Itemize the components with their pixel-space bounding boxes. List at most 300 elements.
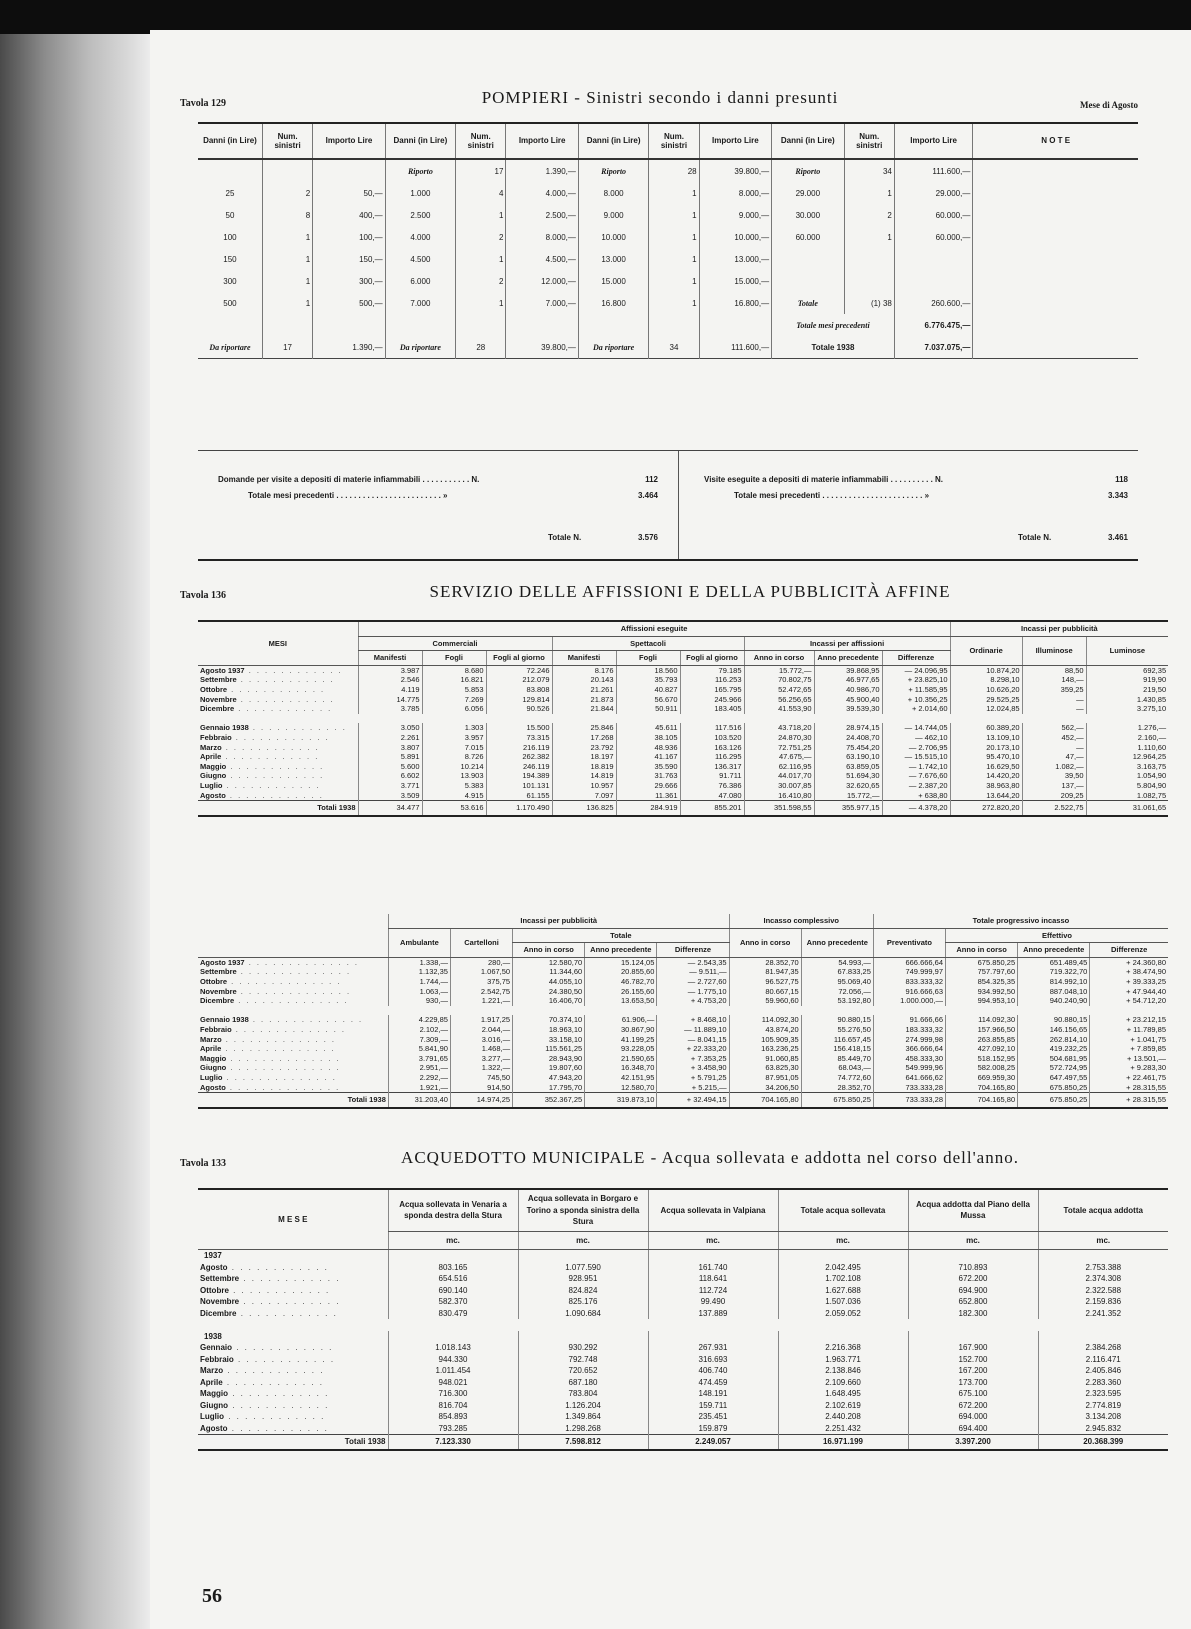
t129-cell: 29.000,— — [894, 182, 973, 204]
t136b-cell: 375,75 — [450, 977, 512, 987]
t133-row — [198, 1354, 1168, 1366]
t133-cell: 2.440.208 — [778, 1411, 908, 1423]
t136a-cell: 692,35 — [1086, 665, 1168, 675]
t133-blank — [1038, 1250, 1168, 1262]
t136-col-header: Fogli al giorno — [680, 651, 744, 666]
t133-total-row — [198, 1435, 1168, 1451]
t136a-cell: 15.500 — [486, 723, 552, 733]
t136b-inccompl-header: Incasso complessivo — [729, 914, 873, 928]
t136b-cell: 641.666,62 — [873, 1073, 945, 1083]
t129-riportare-label: Da riportare — [209, 342, 251, 352]
t133-cell: 824.824 — [518, 1285, 648, 1297]
t136-spett-header: Spettacoli — [552, 636, 744, 651]
t136b-col-header: Anno precedente — [585, 943, 657, 958]
t136a-cell: 13.903 — [422, 771, 486, 781]
t129-cell: 1.390,— — [506, 159, 578, 182]
t136b-month — [198, 996, 388, 1006]
t129-riportare-imp: 111.600,— — [699, 336, 771, 359]
t136b-col-header: Anno in corso — [513, 943, 585, 958]
t136a-month — [198, 695, 358, 705]
t136b-cell: + 1.041,75 — [1090, 1035, 1168, 1045]
t136b-month — [198, 1025, 388, 1035]
t129-row — [198, 182, 1138, 204]
visite-v1: 118 — [1115, 475, 1128, 484]
t136b-cell: 669.959,30 — [946, 1073, 1018, 1083]
t129-blank — [649, 314, 699, 336]
t129-note-header: N O T E — [973, 123, 1138, 159]
t133-cell: 654.516 — [388, 1273, 518, 1285]
t136a-total-cell: — 4.378,20 — [882, 801, 950, 817]
t136a-cell: 4.915 — [422, 791, 486, 801]
t136a-cell: 1.082,— — [1022, 762, 1086, 772]
t136b-cell: 1.468,— — [450, 1044, 512, 1054]
t136a-cell: + 10.356,25 — [882, 695, 950, 705]
t136-mesi-header: MESI — [198, 621, 358, 665]
t136b-cell: 427.092,10 — [946, 1044, 1018, 1054]
t133-blank — [1038, 1331, 1168, 1343]
t133-month — [198, 1342, 388, 1354]
t136b-cell: + 4.753,20 — [657, 996, 729, 1006]
t133-leader-dots: . . . . . . . . . . . . — [222, 1377, 325, 1387]
t136b-cell: 675.850,25 — [1018, 1083, 1090, 1093]
t129-cell — [772, 270, 844, 292]
t133-cell: 182.300 — [908, 1308, 1038, 1320]
t129-totale-label: Totale 1938 — [772, 336, 895, 359]
t136a-month-label: Dicembre — [200, 704, 235, 714]
t136a-total-cell: 351.598,55 — [744, 801, 814, 817]
t136b-month-label: Agosto 1937 — [200, 957, 245, 967]
t136a-row — [198, 762, 1168, 772]
domande-right — [688, 451, 1138, 559]
t129-riportare-imp: 39.800,— — [506, 336, 578, 359]
t136b-row — [198, 1054, 1168, 1064]
t136a-cell: 18.819 — [552, 762, 616, 772]
t129-col-header: Importo Lire — [506, 123, 578, 159]
t136a-cell: 90.526 — [486, 704, 552, 714]
t136b-col-header: Differenze — [1090, 943, 1168, 958]
t136a-cell: — — [1022, 743, 1086, 753]
t136b-col-header: Anno precedente — [1018, 943, 1090, 958]
t136b-gap — [198, 1006, 1168, 1016]
t129-col-header: Importo Lire — [313, 123, 385, 159]
t136b-leader-dots: . . . . . . . . . . . . . . — [226, 1053, 341, 1063]
t129-cell: 4 — [456, 182, 506, 204]
domande-tot-label: Totale N. — [548, 533, 582, 542]
t136-col-header: Differenze — [882, 651, 950, 666]
t136b-total-cell: 704.165,80 — [946, 1093, 1018, 1109]
t129-cell: 2.500 — [385, 204, 455, 226]
t136a-cell: + 638,80 — [882, 791, 950, 801]
t129-note-cell — [973, 159, 1138, 182]
t136b-cell: 157.966,50 — [946, 1025, 1018, 1035]
t136b-cell: — 11.889,10 — [657, 1025, 729, 1035]
t136b-cell: 24.380,50 — [513, 987, 585, 997]
t129-col-header: Danni (in Lire) — [772, 123, 844, 159]
t136a-cell: 116.253 — [680, 675, 744, 685]
t129-cell: 15.000 — [578, 270, 648, 292]
t136a-cell: 30.007,85 — [744, 781, 814, 791]
t136b-cell: 1.338,— — [388, 957, 450, 967]
t136a-leader-dots: . . . . . . . . . . . . — [231, 732, 330, 742]
t133-month — [198, 1411, 388, 1423]
t136b-cell: 17.795,70 — [513, 1083, 585, 1093]
t133-cell: 406.740 — [648, 1365, 778, 1377]
t136b-leader-dots: . . . . . . . . . . . . . . — [226, 1063, 341, 1073]
t136a-cell: 12.964,25 — [1086, 752, 1168, 762]
t136b-cell: 21.590,65 — [585, 1054, 657, 1064]
t136b-total-cell: + 28.315,55 — [1090, 1093, 1168, 1109]
t136a-leader-dots: . . . . . . . . . . . . — [236, 694, 335, 704]
t136b-cell: + 22.333,20 — [657, 1044, 729, 1054]
t129-header-row — [198, 123, 1138, 159]
t136b-cell: 4.229,85 — [388, 1015, 450, 1025]
t129-cell: Riporto — [772, 159, 844, 182]
t136b-cell: + 22.461,75 — [1090, 1073, 1168, 1083]
t133-cell: 2.251.432 — [778, 1423, 908, 1435]
t129-row — [198, 248, 1138, 270]
t133-cell: 825.176 — [518, 1296, 648, 1308]
t136a-month — [198, 762, 358, 772]
t129-cell: 50 — [225, 210, 235, 220]
t133-month-label: Agosto — [200, 1262, 228, 1272]
t136a-cell: 28.974,15 — [814, 723, 882, 733]
t133-leader-dots: . . . . . . . . . . . . — [228, 1400, 330, 1410]
t133-cell: 118.641 — [648, 1273, 778, 1285]
t136a-cell: 262.382 — [486, 752, 552, 762]
t136-table-affissioni — [198, 620, 1168, 817]
t129-cell: Riporto — [578, 159, 648, 182]
t136b-row — [198, 1083, 1168, 1093]
t129-cell: 60.000 — [772, 226, 844, 248]
t136a-head-row — [198, 621, 1168, 636]
t136b-total-cell: 31.203,40 — [388, 1093, 450, 1109]
t136a-month — [198, 743, 358, 753]
t133-cell: 1.018.143 — [388, 1342, 518, 1354]
t136b-row — [198, 977, 1168, 987]
t136b-cell: 504.681,95 — [1018, 1054, 1090, 1064]
t136b-month-label: Maggio — [200, 1053, 227, 1063]
t136a-month-label: Giugno — [200, 771, 227, 781]
t133-cell: 474.459 — [648, 1377, 778, 1389]
t136a-cell: — 2.706,95 — [882, 743, 950, 753]
t136a-cell: 21.873 — [552, 695, 616, 705]
t129-cell: 8.000 — [578, 182, 648, 204]
t136-tavola-label: Tavola 136 — [180, 590, 227, 601]
t136a-cell: — 462,10 — [882, 733, 950, 743]
t136a-cell: 25.846 — [552, 723, 616, 733]
t129-blank — [578, 314, 648, 336]
t129-note-cell — [973, 182, 1138, 204]
t136a-total-cell: 284.919 — [616, 801, 680, 817]
t129-prec-row — [198, 314, 1138, 336]
t133-leader-dots: . . . . . . . . . . . . — [227, 1262, 329, 1272]
t136b-cell: 28.352,70 — [801, 1083, 873, 1093]
t133-cell: 694.400 — [908, 1423, 1038, 1435]
t136-aff-header: Affissioni eseguite — [358, 621, 950, 636]
t136-col-header: Illuminose — [1022, 636, 1086, 665]
t133-blank — [778, 1250, 908, 1262]
t136a-total-cell: 355.977,15 — [814, 801, 882, 817]
t136b-leader-dots: . . . . . . . . . . . . . . — [231, 1024, 347, 1034]
t136b-cell: 458.333,30 — [873, 1054, 945, 1064]
t129-cell: 1 — [649, 182, 699, 204]
t136b-month-label: Dicembre — [200, 996, 235, 1006]
t133-row — [198, 1296, 1168, 1308]
t136a-cell: 14.420,20 — [950, 771, 1022, 781]
t136a-cell: 29.525,25 — [950, 695, 1022, 705]
t133-month-label: Novembre — [200, 1297, 240, 1306]
domande-v2: 3.464 — [637, 491, 658, 500]
t136a-cell: 70.802,75 — [744, 675, 814, 685]
t133-cell: 1.126.204 — [518, 1400, 648, 1412]
visite-line2: Totale mesi precedenti . . . . . . . . . . . . . . . . . . . . . . . » — [734, 491, 930, 500]
t129-cell: 500,— — [313, 292, 385, 314]
t133-gap — [198, 1319, 1168, 1331]
t133-row — [198, 1388, 1168, 1400]
t136a-cell: 15.772,— — [814, 791, 882, 801]
t136a-row — [198, 685, 1168, 695]
t136a-cell: 3.275,10 — [1086, 704, 1168, 714]
t129-cell: 150,— — [313, 248, 385, 270]
t136b-cell: 1.132,35 — [388, 967, 450, 977]
t136b-col-header: Differenze — [657, 943, 729, 958]
t133-row — [198, 1423, 1168, 1435]
t129-cell: 1 — [649, 204, 699, 226]
t136a-cell: 3.785 — [358, 704, 422, 714]
t136a-cell: 14.819 — [552, 771, 616, 781]
t136a-cell: 3.957 — [422, 733, 486, 743]
t133-unit: mc. — [518, 1231, 648, 1250]
t136b-cell: 704.165,80 — [946, 1083, 1018, 1093]
t129-cell: Totale — [772, 292, 844, 314]
t136b-month-label: Gennaio 1938 — [200, 1015, 249, 1025]
t129-blank — [198, 314, 262, 336]
t136a-cell: 1.430,85 — [1086, 695, 1168, 705]
t129-cell: 260.600,— — [894, 292, 973, 314]
t136a-cell: 148,— — [1022, 675, 1086, 685]
t136b-total-row — [198, 1093, 1168, 1109]
t133-total-cell: 7.598.812 — [518, 1435, 648, 1451]
t136a-cell: 21.844 — [552, 704, 616, 714]
t136a-total-cell: 34.477 — [358, 801, 422, 817]
t136a-cell: 56.256,65 — [744, 695, 814, 705]
t129-cell: 4.000,— — [506, 182, 578, 204]
t129-cell: 1 — [844, 182, 894, 204]
t136a-cell: 3.050 — [358, 723, 422, 733]
t133-cell: 672.200 — [908, 1273, 1038, 1285]
t133-cell: 1.011.454 — [388, 1365, 518, 1377]
t136a-month-label: Maggio — [200, 761, 227, 771]
t129-cell — [894, 270, 973, 292]
t136b-cell: 16.406,70 — [513, 996, 585, 1006]
t133-row — [198, 1342, 1168, 1354]
t133-leader-dots: . . . . . . . . . . . . — [224, 1412, 326, 1421]
t136b-cell: 419.232,25 — [1018, 1044, 1090, 1054]
t136a-cell: 3.163,75 — [1086, 762, 1168, 772]
t136b-leader-dots: . . . . . . . . . . . . . . — [225, 1082, 341, 1092]
t133-row — [198, 1377, 1168, 1389]
t136b-cell: 146.156,65 — [1018, 1025, 1090, 1035]
t136b-cell: 263.855,85 — [946, 1035, 1018, 1045]
t136a-cell: 562,— — [1022, 723, 1086, 733]
t136b-cell: 572.724,95 — [1018, 1063, 1090, 1073]
t136a-cell: + 23.825,10 — [882, 675, 950, 685]
t133-cell: 1.648.495 — [778, 1388, 908, 1400]
t133-row — [198, 1273, 1168, 1285]
t136a-row — [198, 723, 1168, 733]
t136b-month — [198, 987, 388, 997]
t129-blank — [313, 314, 385, 336]
t133-cell: 3.134.208 — [1038, 1411, 1168, 1423]
t136a-cell: 41.167 — [616, 752, 680, 762]
t136b-month-label: Ottobre — [200, 976, 228, 986]
t133-month — [198, 1308, 388, 1320]
t136a-month-label: Agosto 1937 — [200, 665, 245, 675]
t136a-cell: 12.024,85 — [950, 704, 1022, 714]
t133-row — [198, 1411, 1168, 1423]
t136a-month — [198, 771, 358, 781]
t136b-col-header: Anno precedente — [801, 928, 873, 957]
t136b-cell: 93.228,05 — [585, 1044, 657, 1054]
t136a-cell: + 2.014,60 — [882, 704, 950, 714]
t133-month-label: Giugno — [200, 1400, 228, 1410]
t136b-month-label: Aprile — [200, 1044, 222, 1054]
t136b-row — [198, 1015, 1168, 1025]
t136b-total-cell: + 32.494,15 — [657, 1093, 729, 1109]
t133-total-cell: 16.971.199 — [778, 1435, 908, 1451]
t133-cell: 173.700 — [908, 1377, 1038, 1389]
t129-cell: 2.500,— — [506, 204, 578, 226]
t136a-month-label: Aprile — [200, 752, 222, 762]
t136b-total-cell: 14.974,25 — [450, 1093, 512, 1109]
t133-leader-dots: . . . . . . . . . . . . — [239, 1297, 341, 1306]
t129-cell: 1 — [649, 226, 699, 248]
t133-cell: 2.138.846 — [778, 1365, 908, 1377]
t133-month-label: Febbraio — [200, 1354, 234, 1364]
t133-row — [198, 1365, 1168, 1377]
t136a-cell: 165.795 — [680, 685, 744, 695]
t136b-total-cell: 319.873,10 — [585, 1093, 657, 1109]
t133-cell: 161.740 — [648, 1262, 778, 1274]
t136b-cell: + 7.859,85 — [1090, 1044, 1168, 1054]
t129-totale-value: 7.037.075,— — [894, 336, 973, 359]
t136a-cell: 75.454,20 — [814, 743, 882, 753]
t136a-cell: 137,— — [1022, 781, 1086, 791]
t129-blank — [456, 314, 506, 336]
t136a-cell: 83.808 — [486, 685, 552, 695]
t129-cell: 1 — [262, 248, 312, 270]
t133-row — [198, 1400, 1168, 1412]
t133-cell: 928.951 — [518, 1273, 648, 1285]
t133-cell: 167.200 — [908, 1365, 1038, 1377]
t133-cell: 2.374.308 — [1038, 1273, 1168, 1285]
t133-row — [198, 1308, 1168, 1320]
t136a-cell: 11.361 — [616, 791, 680, 801]
t133-month-label: Marzo — [200, 1366, 224, 1375]
t136a-row — [198, 771, 1168, 781]
t136b-cell: 87.951,05 — [729, 1073, 801, 1083]
t136b-cell: 26.155,60 — [585, 987, 657, 997]
t133-cell: 710.893 — [908, 1262, 1038, 1274]
t133-total-cell: Totali 1938 — [198, 1435, 388, 1451]
t136a-total-cell: 136.825 — [552, 801, 616, 817]
t136a-cell: 3.987 — [358, 665, 422, 675]
t133-cell: 582.370 — [388, 1296, 518, 1308]
t133-month — [198, 1285, 388, 1297]
t136b-month — [198, 1015, 388, 1025]
t129-col-header: Danni (in Lire) — [198, 123, 262, 159]
t136b-effettivo-header: Effettivo — [946, 928, 1168, 943]
t133-blank — [778, 1331, 908, 1343]
t129-cell: 10.000 — [578, 226, 648, 248]
t136a-cell: 209,25 — [1022, 791, 1086, 801]
t129-cell — [262, 159, 312, 182]
t136b-month — [198, 1083, 388, 1093]
t129-cell: 9.000 — [578, 204, 648, 226]
t136b-cell: 33.158,10 — [513, 1035, 585, 1045]
t136-col-header: Fogli al giorno — [486, 651, 552, 666]
t133-month-label: Luglio — [200, 1412, 224, 1421]
t136a-cell: 72.246 — [486, 665, 552, 675]
t136b-month-label: Novembre — [200, 986, 237, 996]
t136a-cell: + 11.585,95 — [882, 685, 950, 695]
t136b-cell: 18.963,10 — [513, 1025, 585, 1035]
t136-table-incassi — [198, 914, 1168, 1109]
t136b-cell: 67.833,25 — [801, 967, 873, 977]
t136b-cell: + 28.315,55 — [1090, 1083, 1168, 1093]
t136a-cell: 919,90 — [1086, 675, 1168, 685]
t136-col-header: Fogli — [422, 651, 486, 666]
t136a-cell: 38.105 — [616, 733, 680, 743]
t133-cell: 2.323.595 — [1038, 1388, 1168, 1400]
t136b-col-header: Ambulante — [388, 928, 450, 957]
t136a-cell: 23.792 — [552, 743, 616, 753]
t129-blank — [699, 314, 771, 336]
t136b-month-label: Settembre — [200, 967, 237, 977]
t136-col-header: Manifesti — [552, 651, 616, 666]
t136a-cell: 21.261 — [552, 685, 616, 695]
t136b-leader-dots: . . . . . . . . . . . . . . — [222, 1072, 337, 1082]
t133-month — [198, 1262, 388, 1274]
t136b-cell: 854.325,35 — [946, 977, 1018, 987]
scanner-top-band — [0, 0, 1191, 34]
visite-tot: 3.461 — [1107, 533, 1128, 542]
t133-cell: 694.000 — [908, 1411, 1038, 1423]
t136b-month-label: Agosto — [200, 1082, 226, 1092]
t133-leader-dots: . . . . . . . . . . . . — [228, 1389, 330, 1398]
t136b-cell: + 3.458,90 — [657, 1063, 729, 1073]
t136a-cell: 5.804,90 — [1086, 781, 1168, 791]
t133-month-label: Settembre — [200, 1274, 240, 1283]
t129-cell: 500 — [223, 298, 237, 308]
t129-cell — [772, 248, 844, 270]
t129-col-header: Importo Lire — [894, 123, 973, 159]
t136b-cell: 262.814,10 — [1018, 1035, 1090, 1045]
domande-line1: Domande per visite a depositi di materie infiammabili . . . . . . . . . . . N. — [218, 475, 480, 484]
t136a-cell: 3.807 — [358, 743, 422, 753]
t133-col-header: Totale acqua addotta — [1038, 1189, 1168, 1231]
t136b-cell: 1.921,— — [388, 1083, 450, 1093]
t133-blank — [388, 1250, 518, 1262]
t136a-cell: 14.775 — [358, 695, 422, 705]
t129-table — [198, 122, 1138, 359]
t129-cell: 1 — [456, 248, 506, 270]
domande-v1: 112 — [645, 475, 658, 484]
t136b-cell: 116.657,45 — [801, 1035, 873, 1045]
t133-cell: 316.693 — [648, 1354, 778, 1366]
t129-cell: 9.000,— — [699, 204, 771, 226]
t129-riportare-label: Da riportare — [578, 336, 648, 359]
